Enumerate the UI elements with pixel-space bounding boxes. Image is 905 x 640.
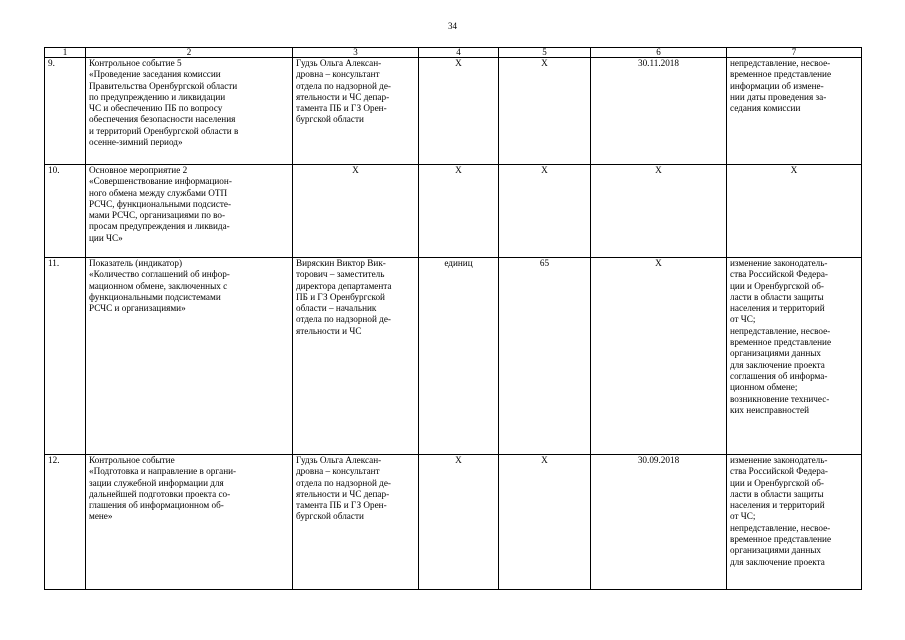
text-line: населения и территорий: [730, 303, 825, 314]
text-line: ции ЧС»: [89, 232, 123, 243]
text-line: тамента ПБ и ГЗ Орен-: [296, 103, 387, 114]
text-line: отдела по надзорной де-: [296, 80, 391, 91]
responsible-person: [293, 455, 419, 590]
date-cell: 30.11.2018: [591, 58, 727, 165]
text-line: временное представление: [730, 337, 832, 348]
text-line: ционном обмене;: [730, 382, 798, 393]
value-cell: X: [499, 58, 591, 165]
table-row: [45, 165, 862, 258]
row-number: 12.: [45, 455, 86, 590]
text-line: непредставление, несвое-: [730, 325, 831, 336]
text-line: тамента ПБ и ГЗ Орен-: [296, 500, 387, 511]
unit-cell: единиц: [419, 258, 499, 455]
unit-cell: X: [419, 165, 499, 258]
column-header: 7: [727, 48, 862, 58]
text-line: ятельности и ЧС депар-: [296, 91, 390, 102]
column-header: 1: [45, 48, 86, 58]
text-line: мационном обмене, заключенных с: [89, 280, 228, 291]
text-line: от ЧС;: [730, 314, 756, 325]
text-line: Показатель (индикатор): [89, 258, 183, 268]
risk-description: [727, 258, 862, 455]
text-line: ласти в области защиты: [730, 291, 824, 302]
risk-description: [727, 455, 862, 590]
value-cell: 65: [499, 258, 591, 455]
event-description: [86, 165, 293, 258]
plan-table: [44, 47, 862, 590]
risk-description: [727, 165, 862, 258]
table-row: [45, 58, 862, 165]
text-line: X: [352, 165, 359, 175]
text-line: «Подготовка и направление в органи-: [89, 466, 237, 477]
text-line: РСЧС и организациями»: [89, 303, 186, 314]
date-cell: X: [591, 258, 727, 455]
text-line: ного обмена между службами ОТП: [89, 187, 228, 198]
row-number: 11.: [45, 258, 86, 455]
date-cell: 30.09.2018: [591, 455, 727, 590]
text-line: отдела по надзорной де-: [296, 477, 391, 488]
text-line: мене»: [89, 511, 113, 522]
text-line: населения и территорий: [730, 500, 825, 511]
text-line: Гудзь Ольга Алексан-: [296, 455, 382, 465]
column-header: 5: [499, 48, 591, 58]
event-description: [86, 258, 293, 455]
table-row: [45, 455, 862, 590]
responsible-person: [293, 58, 419, 165]
column-header: 3: [293, 48, 419, 58]
text-line: X: [790, 165, 798, 175]
text-line: торович – заместитель: [296, 269, 385, 280]
risk-description: [727, 58, 862, 165]
responsible-person: [293, 258, 419, 455]
text-line: Основное мероприятие 2: [89, 165, 188, 175]
column-header: 2: [86, 48, 293, 58]
text-line: нии даты проведения за-: [730, 91, 827, 102]
text-line: директора департамента: [296, 280, 392, 291]
text-line: Гудзь Ольга Алексан-: [296, 58, 382, 68]
text-line: непредставление, несвое-: [730, 58, 831, 68]
text-line: ции и Оренбургской об-: [730, 280, 824, 291]
text-line: дальнейшей подготовки проекта со-: [89, 488, 231, 499]
text-line: соглашения об информа-: [730, 370, 828, 381]
text-line: функциональными подсистемами: [89, 291, 221, 302]
text-line: ласти в области защиты: [730, 488, 824, 499]
page-number: 34: [448, 21, 457, 31]
text-line: ятельности и ЧС: [296, 325, 362, 336]
table-row: [45, 258, 862, 455]
text-line: Контрольное событие: [89, 455, 175, 465]
text-line: бургской области: [296, 511, 364, 522]
text-line: ции и Оренбургской об-: [730, 477, 824, 488]
row-number: 10.: [45, 165, 86, 258]
row-number: 9.: [45, 58, 86, 165]
text-line: Контрольное событие 5: [89, 58, 182, 68]
text-line: организациями данных: [730, 545, 822, 556]
text-line: непредставление, несвое-: [730, 522, 831, 533]
text-line: ЧС и обеспечению ПБ по вопросу: [89, 103, 223, 114]
text-line: «Совершенствование информацион-: [89, 176, 232, 187]
text-line: Виряскин Виктор Вик-: [296, 258, 386, 268]
text-line: мами РСЧС, организациями по во-: [89, 210, 226, 221]
text-line: осенне-зимний период»: [89, 137, 183, 148]
event-description: [86, 455, 293, 590]
text-line: ятельности и ЧС депар-: [296, 488, 390, 499]
responsible-person: [293, 165, 419, 258]
text-line: изменение законодатель-: [730, 455, 828, 465]
text-line: ких неисправностей: [730, 404, 810, 415]
text-line: и территорий Оренбургской области в: [89, 125, 239, 136]
text-line: «Количество соглашений об инфор-: [89, 269, 230, 280]
event-description: [86, 58, 293, 165]
value-cell: X: [499, 455, 591, 590]
text-line: просам предупреждения и ликвида-: [89, 221, 230, 232]
unit-cell: X: [419, 58, 499, 165]
text-line: для заключение проекта: [730, 556, 825, 567]
text-line: глашения об информационном об-: [89, 500, 224, 511]
column-header: 6: [591, 48, 727, 58]
text-line: дровна – консультант: [296, 466, 380, 477]
text-line: ства Российской Федера-: [730, 466, 828, 477]
text-line: информации об измене-: [730, 80, 824, 91]
text-line: временное представление: [730, 69, 832, 80]
text-line: бургской области: [296, 114, 364, 125]
text-line: обеспечения безопасности населения: [89, 114, 236, 125]
text-line: возникновение техничес-: [730, 393, 830, 404]
unit-cell: X: [419, 455, 499, 590]
text-line: от ЧС;: [730, 511, 756, 522]
text-line: организациями данных: [730, 348, 822, 359]
text-line: «Проведение заседания комиссии: [89, 69, 221, 80]
date-cell: X: [591, 165, 727, 258]
value-cell: X: [499, 165, 591, 258]
text-line: для заключение проекта: [730, 359, 825, 370]
text-line: седания комиссии: [730, 103, 801, 114]
text-line: РСЧС, функциональными подсисте-: [89, 198, 232, 209]
text-line: временное представление: [730, 534, 832, 545]
text-line: области – начальник: [296, 303, 377, 314]
column-number-row: [45, 48, 862, 58]
column-header: 4: [419, 48, 499, 58]
text-line: изменение законодатель-: [730, 258, 828, 268]
text-line: отдела по надзорной де-: [296, 314, 391, 325]
text-line: дровна – консультант: [296, 69, 380, 80]
text-line: ства Российской Федера-: [730, 269, 828, 280]
text-line: зации служебной информации для: [89, 477, 224, 488]
text-line: ПБ и ГЗ Оренбургской: [296, 291, 385, 302]
text-line: Правительства Оренбургской области: [89, 80, 238, 91]
text-line: по предупреждению и ликвидации: [89, 91, 226, 102]
